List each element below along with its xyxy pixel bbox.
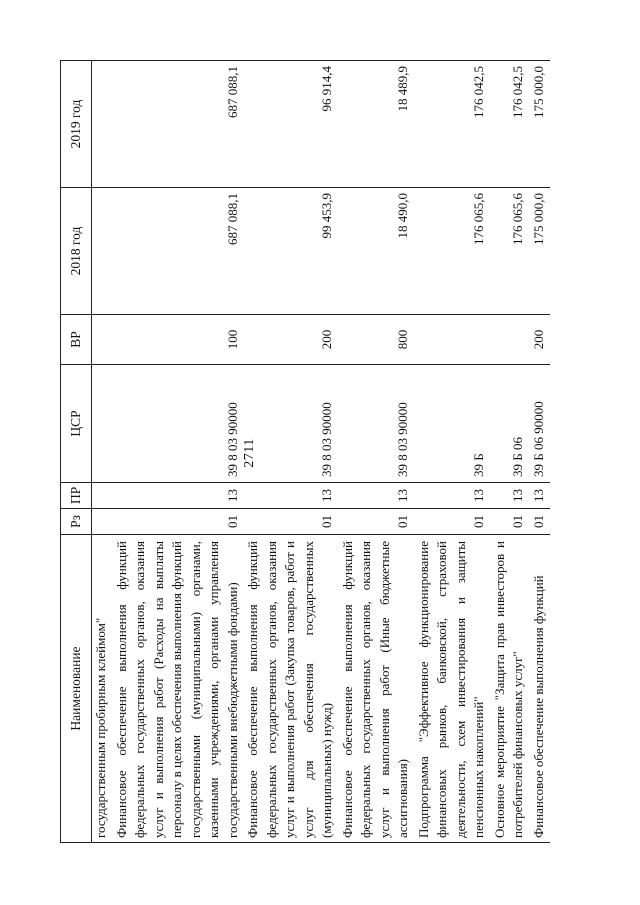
table-row [339,61,415,843]
cell-2018: 176 065,6 [415,188,491,315]
cell-pr: 13 [339,483,415,509]
cell-vr: 200 [530,315,551,365]
header-pr: ПР [61,483,92,509]
cell-name: Финансовое обеспечение выполнения функций [530,535,551,843]
table-row [530,61,551,843]
cell-vr [415,315,491,365]
cell-pr: 13 [113,483,245,509]
cell-name: государственным пробирным клеймом" [92,535,113,843]
cell-pr: 13 [415,483,491,509]
header-2018: 2018 год [61,188,92,315]
cell-pr: 13 [491,483,530,509]
cell-name: Финансовое обеспечение выполнения функций федеральных государственных органов, оказания услуг и выполнения работ (Расходы на выплаты персоналу в целях обеспечения выполнения функций государственными (муниципальными) органами, казенными учреждениями, органами управления государственными внебюджетными фондами) [113,535,245,843]
cell-rz: 01 [339,509,415,535]
header-2019: 2019 год [61,61,92,188]
cell-vr: 800 [339,315,415,365]
cell-pr: 13 [244,483,339,509]
cell-csr: 39 8 03 90000 [244,365,339,483]
table-row [113,61,245,843]
cell-2019 [92,61,113,188]
cell-rz: 01 [244,509,339,535]
cell-2018 [92,188,113,315]
cell-2018: 176 065,6 [491,188,530,315]
rotated-table-container [60,61,588,843]
cell-name: Подпрограмма "Эффективное функционирование финансовых рынков, банковской, страховой деятельности, схем инвестирования и защиты пенсионных накоплений" [415,535,491,843]
cell-2018: 99 453,9 [244,188,339,315]
cell-pr [92,483,113,509]
cell-csr: 39 Б 06 90000 [530,365,551,483]
table-row [92,61,113,843]
header-vr: ВР [61,315,92,365]
cell-2018: 18 490,0 [339,188,415,315]
cell-csr: 39 8 03 90000 [113,365,245,483]
cell-vr [491,315,530,365]
table-row [491,61,530,843]
cell-2019: 687 088,1 [113,61,245,188]
cell-csr: 39 Б [415,365,491,483]
cell-vr: 200 [244,315,339,365]
cell-name: Основное мероприятие "Защита прав инвесторов и потребителей финансовых услуг" [491,535,530,843]
cell-2019: 18 489,9 [339,61,415,188]
table-row [244,61,339,843]
cell-name: Финансовое обеспечение выполнения функций федеральных государственных органов, оказания услуг и выполнения работ (Закупка товаров, работ и услуг для обеспечения государственных (муниципальных) нужд) [244,535,339,843]
cell-rz: 01 [530,509,551,535]
cell-csr: 39 Б 06 [491,365,530,483]
cell-2019: 175 000,0 [530,61,551,188]
cell-name: Финансовое обеспечение выполнения функций федеральных государственных органов, оказания услуг и выполнения работ (Иные бюджетные ассигнования) [339,535,415,843]
cell-vr [92,315,113,365]
cell-rz: 01 [491,509,530,535]
header-name: Наименование [61,535,92,843]
cell-csr: 39 8 03 90000 [339,365,415,483]
budget-table [60,60,550,843]
cell-2018: 175 000,0 [530,188,551,315]
header-rz: Рз [61,509,92,535]
cell-2019: 176 042,5 [491,61,530,188]
cell-2019: 96 914,4 [244,61,339,188]
cell-pr: 13 [530,483,551,509]
cell-2018: 687 088,1 [113,188,245,315]
cell-rz [92,509,113,535]
cell-rz: 01 [415,509,491,535]
cell-csr [92,365,113,483]
cell-rz: 01 [113,509,245,535]
page-number: 2711 [242,438,257,468]
table-row [415,61,491,843]
cell-2019: 176 042,5 [415,61,491,188]
header-row [61,61,92,843]
header-csr: ЦСР [61,365,92,483]
cell-vr: 100 [113,315,245,365]
